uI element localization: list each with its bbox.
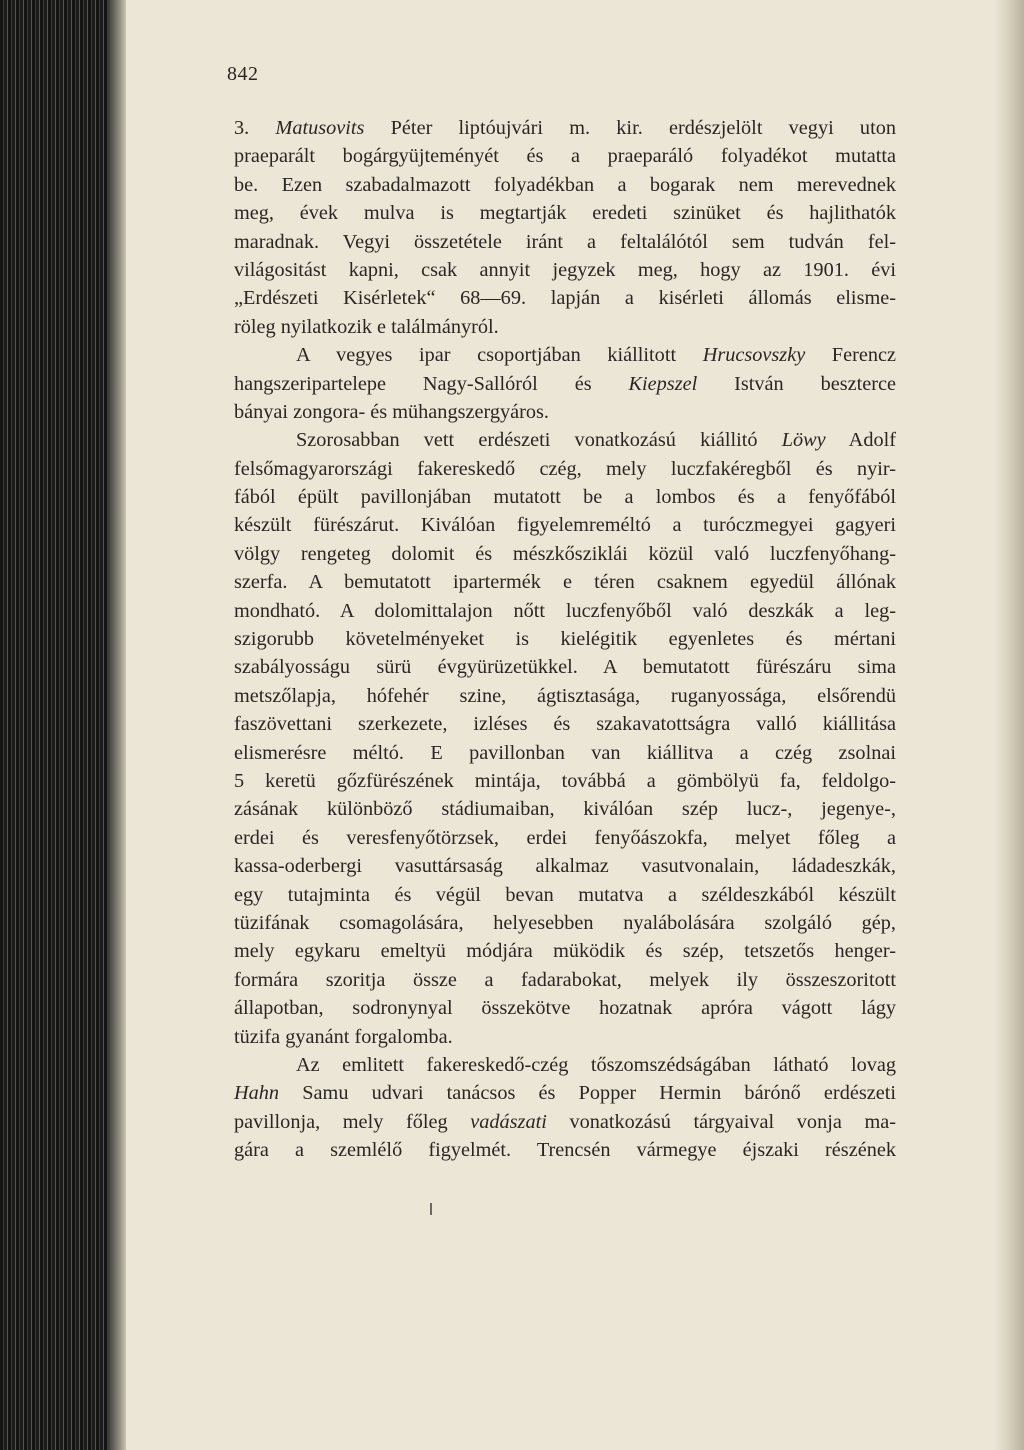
text-segment: Szorosabban vett erdészeti vonatkozású kiállitó	[296, 429, 782, 452]
text-segment: egy tutajminta és végül bevan mutatva a széldeszkából készült	[234, 883, 896, 906]
text-segment: praeparált bogárgyüjteményét és a praeparáló folyadékot mutatta	[234, 145, 896, 168]
text-line	[234, 199, 896, 227]
italic-name: Hahn	[234, 1082, 280, 1105]
text-line	[234, 313, 896, 341]
text-segment: faszövettani szerkezete, izléses és szakavatottságra valló kiállitása	[234, 713, 896, 736]
text-line	[234, 625, 896, 653]
text-line	[234, 284, 896, 312]
text-segment: hangszeripartelepe Nagy-Sallóról és	[234, 372, 629, 395]
text-segment: világositást kapni, csak annyit jegyzek meg, hogy az 1901. évi	[234, 258, 896, 281]
text-line	[234, 824, 896, 852]
text-segment: Adolf	[825, 429, 896, 452]
text-line	[234, 568, 896, 596]
text-segment: gára a szemlélő figyelmét. Trencsén vármegye éjszaki részének	[234, 1139, 896, 1162]
text-line	[234, 994, 896, 1022]
text-line	[234, 455, 896, 483]
text-segment: elismerésre méltó. E pavillonban van kiállitva a czég zsolnai	[234, 741, 896, 764]
text-segment: bányai zongora- és mühangszergyáros.	[234, 400, 550, 423]
text-segment: völgy rengeteg dolomit és mészkősziklái közül való luczfenyőhang-	[234, 542, 896, 565]
text-segment: Péter liptóujvári m. kir. erdészjelölt vegyi uton	[364, 117, 896, 139]
text-segment: mondható. A dolomittalajon nőtt luczfenyőből való deszkák a leg-	[234, 599, 896, 622]
text-line	[234, 1079, 896, 1107]
text-segment: fából épült pavillonjában mutatott be a lombos és a fenyőfából	[234, 486, 896, 509]
text-segment: készült fürészárut. Kiválóan figyelemreméltó a turóczmegyei gagyeri	[234, 514, 896, 537]
text-line	[234, 1136, 896, 1164]
page-gutter	[108, 0, 126, 1450]
page-edge-shadow	[994, 0, 1024, 1450]
text-line	[234, 653, 896, 681]
text-segment: erdei és veresfenyőtörzsek, erdei fenyőászokfa, melyet főleg a	[234, 826, 896, 849]
text-segment: metszőlapja, hófehér szine, ágtisztasága, ruganyossága, elsőrendü	[234, 684, 896, 707]
text-segment: tüzifa gyanánt forgalomba.	[234, 1025, 453, 1048]
text-segment: felsőmagyarországi fakereskedő czég, mely luczfakéregből és nyir-	[234, 457, 896, 480]
text-line	[234, 370, 896, 398]
text-segment: szigorubb követelményeket is kielégitik egyenletes és mértani	[234, 628, 896, 651]
text-line	[234, 682, 896, 710]
text-line	[234, 909, 896, 937]
text-segment: 5 keretü gőzfürészének mintája, továbbá a gömbölyü fa, feldolgo-	[234, 769, 896, 792]
text-segment: meg, évek mulva is megtartják eredeti szinüket és hajlithatók	[234, 202, 896, 225]
text-line	[234, 710, 896, 738]
text-segment: formára szoritja össze a fadarabokat, melyek ily összeszoritott	[234, 968, 896, 991]
italic-name: vadászati	[470, 1110, 547, 1133]
text-line	[234, 142, 896, 170]
text-line	[234, 1108, 896, 1136]
text-line	[234, 256, 896, 284]
text-segment: Az emlitett fakereskedő-czég tőszomszédságában látható lovag	[296, 1053, 896, 1076]
text-line	[234, 966, 896, 994]
text-segment: Samu udvari tanácsos és Popper Hermin bárónő erdészeti	[279, 1082, 896, 1105]
body-text	[234, 114, 896, 1164]
text-line	[234, 511, 896, 539]
text-line	[234, 398, 896, 426]
text-line	[234, 795, 896, 823]
text-line	[234, 540, 896, 568]
text-line	[234, 767, 896, 795]
text-segment: mely egykaru emeltyü módjára müködik és szép, tetszetős henger-	[234, 940, 896, 963]
text-line	[234, 1051, 896, 1079]
text-segment: Ferencz	[805, 344, 896, 367]
text-segment: 3.	[234, 117, 276, 139]
text-line	[234, 852, 896, 880]
text-line	[234, 426, 896, 454]
text-segment: állapotban, sodronynyal összekötve hozatnak apróra vágott lágy	[234, 997, 896, 1020]
text-line	[234, 881, 896, 909]
text-segment: pavillonja, mely főleg	[234, 1110, 471, 1133]
text-line	[234, 341, 896, 369]
text-line	[234, 597, 896, 625]
text-line	[234, 114, 896, 142]
book-binding-shadow	[0, 0, 122, 1450]
text-line	[234, 483, 896, 511]
text-segment: kassa-oderbergi vasuttársaság alkalmaz vasutvonalain, ládadeszkák,	[234, 855, 896, 878]
ink-mark	[430, 1203, 432, 1215]
text-segment: maradnak. Vegyi összetétele iránt a feltalálótól sem tudván fel-	[234, 230, 896, 253]
italic-name: Löwy	[781, 429, 826, 452]
text-segment: szabályosságu sürü évgyürüzetükkel. A bemutatott fürészáru sima	[234, 656, 896, 679]
text-segment: be. Ezen szabadalmazott folyadékban a bogarak nem merevednek	[234, 173, 896, 196]
text-line	[234, 171, 896, 199]
text-segment: A vegyes ipar csoportjában kiállitott	[296, 344, 703, 367]
italic-name: Hrucsovszky	[702, 344, 806, 367]
text-line	[234, 228, 896, 256]
text-segment: röleg nyilatkozik e találmányról.	[234, 315, 499, 338]
text-line	[234, 739, 896, 767]
text-segment: szerfa. A bemutatott ipartermék e téren csaknem egyedül állónak	[234, 571, 896, 594]
text-segment: „Erdészeti Kisérletek“ 68—69. lapján a kisérleti állomás elisme-	[234, 287, 896, 310]
text-line	[234, 1023, 896, 1051]
italic-name: Kiepszel	[628, 372, 698, 395]
text-segment: zásának különböző stádiumaiban, kiválóan szép lucz-, jegenye-,	[234, 798, 896, 821]
text-line	[234, 937, 896, 965]
text-segment: vonatkozású tárgyaival vonja ma-	[546, 1110, 896, 1133]
italic-name: Matusovits	[275, 117, 365, 139]
text-segment: tüzifának csomagolására, helyesebben nyalábolására szolgáló gép,	[234, 911, 896, 934]
page-number: 842	[227, 63, 259, 85]
text-segment: István beszterce	[697, 372, 897, 395]
